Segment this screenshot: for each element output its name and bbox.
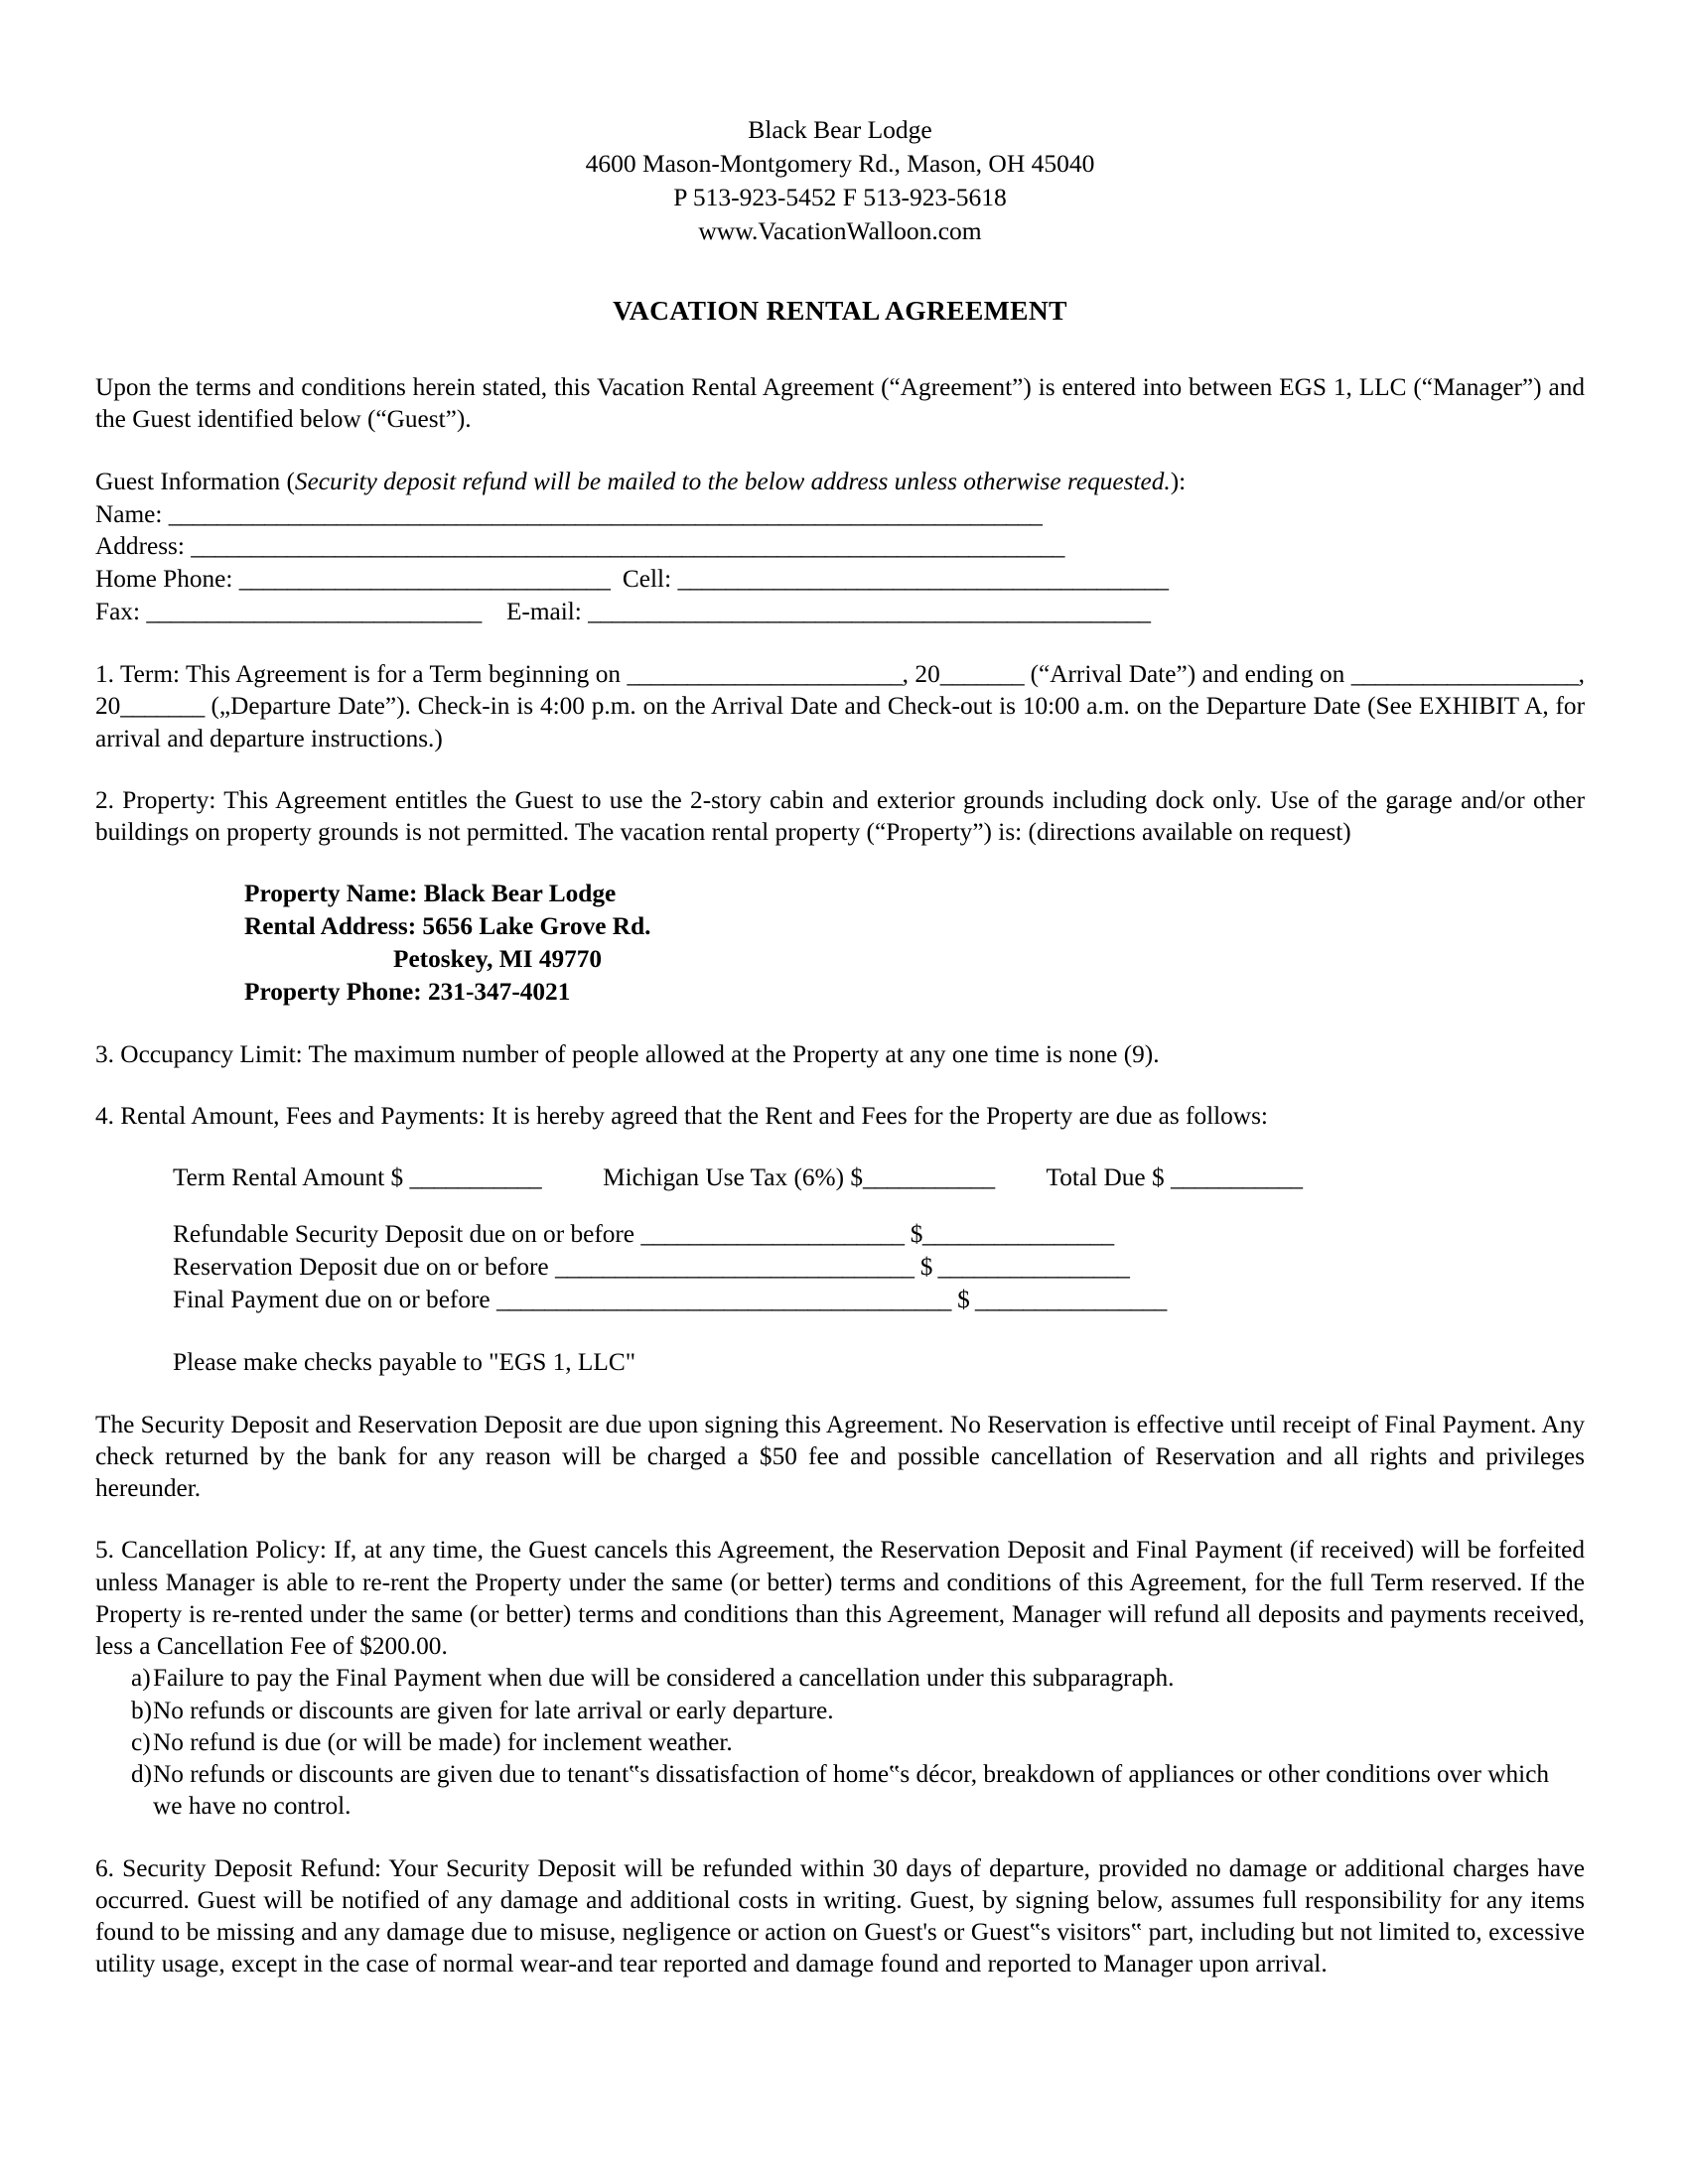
document-body: [95, 371, 1585, 1980]
michigan-use-tax-label: Michigan Use Tax (6%) $: [603, 1163, 863, 1192]
departure-date-input[interactable]: ___________________: [1350, 660, 1579, 688]
guest-home-phone-row: [95, 563, 1585, 596]
security-deposit-amount-input[interactable]: $________________: [910, 1220, 1114, 1249]
home-phone-label: Home Phone:: [95, 565, 233, 594]
section-occupancy-limit: 3. Occupancy Limit: The maximum number of people allowed at the Property at any one time is none (9).: [95, 1039, 1160, 1068]
final-payment-row: [173, 1284, 1585, 1316]
rental-amount-lead: 4. Rental Amount, Fees and Payments: It is hereby agreed that the Rent and Fees for the Property are due as follows:: [95, 1102, 1268, 1130]
security-deposit-label: Refundable Security Deposit due on or before: [173, 1220, 635, 1249]
term-mid4: („Departure Date”). Check-in is 4:00 p.m. on the Arrival Date and Check-out is 10:00 a.m. on the: [211, 692, 1199, 721]
home-phone-input[interactable]: _______________________________: [238, 565, 611, 594]
cell-input[interactable]: _________________________________________: [677, 565, 1169, 594]
fax-label: Fax:: [95, 598, 140, 626]
term-rental-amount-input[interactable]: ___________: [409, 1163, 542, 1192]
guest-address-label: Address:: [95, 532, 185, 561]
term-mid3: , 20: [95, 660, 1585, 721]
guest-info-heading-prefix: Guest Information (: [95, 467, 295, 495]
guest-name-label: Name:: [95, 499, 163, 528]
term-mid1: , 20: [902, 660, 940, 688]
term-paragraph: [95, 658, 1585, 754]
totals-row: [173, 1161, 1585, 1194]
property-address-line: Rental Address: 5656 Lake Grove Rd.: [244, 912, 651, 941]
email-input[interactable]: _______________________________________________: [588, 598, 1151, 626]
total-due-input[interactable]: ___________: [1170, 1163, 1303, 1192]
property-paragraph: 2. Property: This Agreement entitles the Guest to use the 2-story cabin and exterior grounds including dock only. Use of the garage and/or other buildings on property grounds is not permitted. The vacation rental property (“Property”) is: (directions available on request): [95, 785, 1585, 846]
list-item-marker: a): [131, 1664, 151, 1693]
checks-payable-note: Please make checks payable to "EGS 1, LLC": [173, 1347, 636, 1376]
page-title: VACATION RENTAL AGREEMENT: [613, 295, 1067, 327]
guest-info-heading-italic: Security deposit refund will be mailed to the below address unless otherwise requested.: [294, 467, 1171, 495]
section-security-deposit-refund: 6. Security Deposit Refund: Your Security Deposit will be refunded within 30 days of departure, provided no damage or additional charges have occurred. Guest will be notified of any damage and additional costs in writing. Guest, by signing below, assumes full responsibility for any items found to be missing and any damage due to misuse, negligence or action on Guest's or Guest‟s visitors‟ part, including but not limited to, excessive utility usage, except in the case of normal wear-and tear reported and damage found and reported to Manager upon arrival.: [95, 1853, 1585, 1979]
guest-info-heading-suffix: ):: [1170, 467, 1187, 495]
deposit-note-paragraph: The Security Deposit and Reservation Deposit are due upon signing this Agreement. No Reservation is effective until receipt of Final Payment. Any check returned by the bank for any reason will be charged a $50 fee and possible cancellation of Reservation and all rights and privileges hereunder.: [95, 1410, 1585, 1503]
guest-name-input[interactable]: _________________________________________________________________________: [168, 499, 1043, 528]
arrival-date-input[interactable]: _______________________: [627, 660, 903, 688]
section-property: [95, 784, 1585, 1009]
list-item: [95, 1726, 1585, 1758]
list-item-text: No refunds or discounts are given for late arrival or early departure.: [153, 1696, 834, 1724]
cell-label: Cell:: [622, 565, 672, 594]
property-name-line: Property Name: Black Bear Lodge: [244, 880, 617, 908]
reservation-deposit-row: [173, 1251, 1585, 1284]
property-city-line: Petoskey, MI 49770: [393, 945, 603, 973]
section-cancellation-policy: [95, 1534, 1585, 1822]
term-mid2: (“Arrival Date”) and ending on: [1030, 660, 1345, 688]
security-deposit-date-input[interactable]: ______________________: [640, 1220, 905, 1249]
final-payment-label: Final Payment due on or before: [173, 1285, 491, 1313]
list-item: [95, 1662, 1585, 1694]
list-item-marker: b): [131, 1696, 153, 1724]
list-item-marker: d): [131, 1760, 153, 1789]
company-name: Black Bear Lodge: [748, 115, 932, 144]
guest-name-row: [95, 498, 1585, 531]
list-item-text: No refund is due (or will be made) for inclement weather.: [153, 1727, 733, 1756]
list-item-marker: c): [131, 1727, 151, 1756]
reservation-deposit-label: Reservation Deposit due on or before: [173, 1253, 549, 1281]
company-website: www.VacationWalloon.com: [698, 216, 982, 246]
company-address: 4600 Mason-Montgomery Rd., Mason, OH 45040: [585, 149, 1095, 179]
cancellation-paragraph: 5. Cancellation Policy: If, at any time, the Guest cancels this Agreement, the Reservation Deposit and Final Payment (if received) will be forfeited unless Manager is able to re-rent the Property under the same (or better) terms and conditions of this Agreement, for the full Term reserved. If the Property is re-rented under the same (or better) terms and conditions than this Agreement, Manager will refund all deposits and payments received, less a Cancellation Fee of $200.00.: [95, 1536, 1585, 1661]
guest-address-row: [95, 530, 1585, 563]
departure-year-input[interactable]: _______: [120, 692, 205, 721]
company-phones: P 513-923-5452 F 513-923-5618: [673, 183, 1007, 212]
term-lead: 1. Term: This Agreement is for a Term beginning on: [95, 660, 622, 688]
michigan-use-tax-input[interactable]: ___________: [863, 1163, 995, 1192]
term-tail: Departure Date (See EXHIBIT A, for arrival and departure instructions.): [95, 692, 1586, 752]
guest-information-heading: [95, 466, 1585, 498]
final-payment-amount-input[interactable]: $ ________________: [957, 1285, 1167, 1313]
section-term: [95, 658, 1585, 754]
property-phone-line: Property Phone: 231-347-4021: [244, 977, 571, 1006]
list-item-text: Failure to pay the Final Payment when due will be considered a cancellation under this subparagraph.: [153, 1664, 1175, 1693]
list-item-text: No refunds or discounts are given due to tenant‟s dissatisfaction of home‟s décor, breakdown of appliances or other conditions over which we have no control.: [153, 1760, 1550, 1821]
guest-address-input[interactable]: _________________________________________________________________________: [191, 532, 1064, 561]
fees-block: [173, 1161, 1585, 1378]
section-rental-amount: [95, 1100, 1585, 1379]
property-details-block: [244, 878, 1585, 1009]
reservation-deposit-amount-input[interactable]: $ ________________: [919, 1253, 1130, 1281]
list-item: [95, 1695, 1585, 1726]
final-payment-date-input[interactable]: ______________________________________: [495, 1285, 951, 1313]
intro-paragraph: Upon the terms and conditions herein stated, this Vacation Rental Agreement (“Agreement”) is entered into between EGS 1, LLC (“Manager”) and the Guest identified below (“Guest”).: [95, 373, 1585, 434]
reservation-deposit-date-input[interactable]: ______________________________: [554, 1253, 914, 1281]
term-rental-amount-label: Term Rental Amount $: [173, 1163, 404, 1192]
cancellation-list: [95, 1662, 1585, 1822]
letterhead: [95, 95, 1585, 248]
guest-fax-row: [95, 596, 1585, 628]
email-label: E-mail:: [505, 598, 582, 626]
total-due-label: Total Due $: [1046, 1163, 1165, 1192]
fax-input[interactable]: ____________________________: [146, 598, 482, 626]
security-deposit-row: [173, 1218, 1585, 1251]
arrival-year-input[interactable]: _______: [939, 660, 1025, 688]
guest-information-block: [95, 466, 1585, 628]
list-item: [95, 1758, 1585, 1823]
